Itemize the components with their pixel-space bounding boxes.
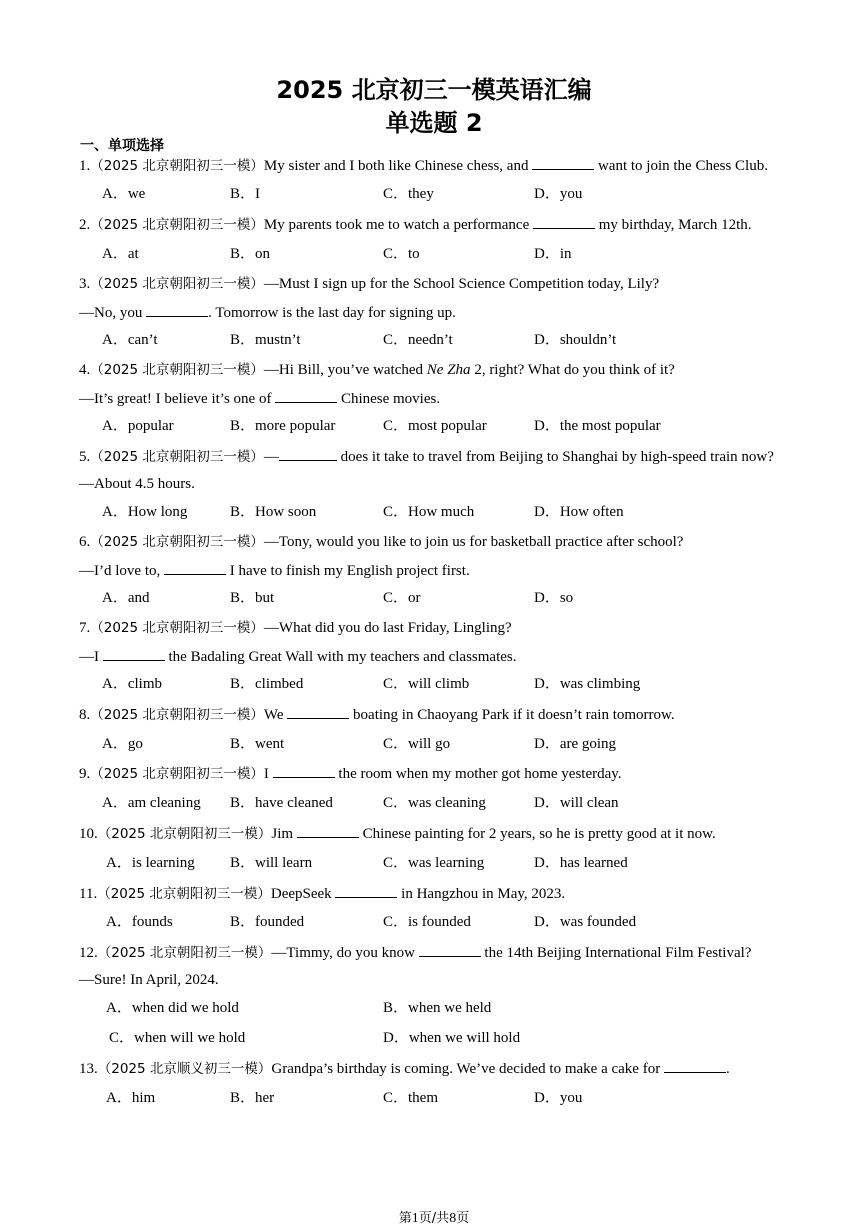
q6-option-d[interactable]: D．so xyxy=(534,590,574,606)
q13-option-d[interactable]: D．you xyxy=(534,1090,583,1106)
q3-option-b[interactable]: B．mustn’t xyxy=(230,332,301,348)
q11-option-c[interactable]: C．is founded xyxy=(383,914,471,930)
q13-option-c[interactable]: C．them xyxy=(383,1090,438,1106)
q7-option-d[interactable]: D．was climbing xyxy=(534,676,641,692)
stem-text: —It’s great! I believe it’s one of xyxy=(79,391,276,407)
question-source: （2025 北京朝阳初三一模） xyxy=(90,620,264,636)
q12-option-a[interactable]: A．when did we hold xyxy=(106,1000,239,1016)
page-total: 8 xyxy=(449,1211,457,1226)
stem-text: my birthday, March 12th. xyxy=(594,217,752,233)
stem-text: DeepSeek xyxy=(270,886,336,902)
question-12-stem xyxy=(79,942,751,963)
stem-text: —Hi Bill, you’ve watched xyxy=(263,362,427,378)
answer-blank xyxy=(279,446,337,461)
question-source: （2025 北京朝阳初三一模） xyxy=(90,217,264,233)
q12-option-c[interactable]: C．when will we hold xyxy=(109,1030,246,1046)
q2-option-c[interactable]: C．to xyxy=(383,246,420,262)
question-6-response xyxy=(79,560,470,581)
q4-option-b[interactable]: B．more popular xyxy=(230,418,336,434)
stem-text: My parents took me to watch a performance xyxy=(263,217,533,233)
q9-option-d[interactable]: D．will clean xyxy=(534,795,619,811)
answer-blank xyxy=(297,823,359,838)
answer-blank xyxy=(287,704,349,719)
question-number: 8. xyxy=(79,707,91,723)
q5-option-d[interactable]: D．How often xyxy=(534,504,624,520)
stem-text: Chinese painting for 2 years, so he is pretty good at it now. xyxy=(358,826,716,842)
q12-option-d[interactable]: D．when we will hold xyxy=(383,1030,521,1046)
q8-option-d[interactable]: D．are going xyxy=(534,736,617,752)
q11-option-d[interactable]: D．was founded xyxy=(534,914,637,930)
question-source: （2025 北京朝阳初三一模） xyxy=(90,362,264,378)
stem-text: . xyxy=(725,1061,730,1077)
q4-option-a[interactable]: A．popular xyxy=(102,418,174,434)
q8-option-a[interactable]: A．go xyxy=(102,736,143,752)
question-number: 6. xyxy=(79,534,91,550)
section-heading: 一、单项选择 xyxy=(80,138,164,154)
answer-blank xyxy=(273,763,335,778)
q2-option-a[interactable]: A．at xyxy=(102,246,139,262)
question-7-response xyxy=(79,646,517,667)
q5-option-a[interactable]: A．How long xyxy=(102,504,188,520)
q10-option-a[interactable]: A．is learning xyxy=(106,855,195,871)
answer-blank xyxy=(275,388,337,403)
answer-blank xyxy=(533,214,595,229)
q6-option-a[interactable]: A．and xyxy=(102,590,150,606)
page-number: 1 xyxy=(411,1211,419,1226)
stem-text: does it take to travel from Beijing to Shanghai by high-speed train now? xyxy=(336,449,774,465)
stem-text: in Hangzhou in May, 2023. xyxy=(397,886,566,902)
q11-option-b[interactable]: B．founded xyxy=(230,914,305,930)
q3-option-a[interactable]: A．can’t xyxy=(102,332,158,348)
stem-text: —Sure! In April, 2024. xyxy=(79,972,219,988)
q3-option-c[interactable]: C．needn’t xyxy=(383,332,453,348)
document-title: 2025 北京初三一模英语汇编 xyxy=(276,76,592,104)
question-number: 13. xyxy=(79,1061,98,1077)
question-number: 1. xyxy=(79,158,91,174)
q12-option-b[interactable]: B．when we held xyxy=(383,1000,492,1016)
q6-option-c[interactable]: C．or xyxy=(383,590,421,606)
stem-text: —Timmy, do you know xyxy=(271,945,419,961)
stem-text: I have to finish my English project first. xyxy=(225,563,470,579)
stem-text: 2, right? What do you think of it? xyxy=(470,362,675,378)
question-number: 12. xyxy=(79,945,98,961)
stem-text: . Tomorrow is the last day for signing up. xyxy=(208,305,456,321)
stem-text: want to join the Chess Club. xyxy=(594,158,768,174)
stem-text: Chinese movies. xyxy=(337,391,441,407)
q9-option-a[interactable]: A．am cleaning xyxy=(102,795,201,811)
question-source: （2025 北京朝阳初三一模） xyxy=(97,886,271,902)
question-number: 4. xyxy=(79,362,91,378)
question-source: （2025 北京朝阳初三一模） xyxy=(90,766,264,782)
page-footer xyxy=(0,1207,868,1227)
q9-option-c[interactable]: C．was cleaning xyxy=(383,795,486,811)
question-source: （2025 北京朝阳初三一模） xyxy=(90,534,264,550)
footer-text: 页 xyxy=(456,1211,470,1226)
document-subtitle: 单选题 2 xyxy=(385,109,483,137)
stem-text: —I’d love to, xyxy=(79,563,164,579)
q13-option-b[interactable]: B．her xyxy=(230,1090,275,1106)
question-source: （2025 北京顺义初三一模） xyxy=(97,1061,272,1077)
question-number: 5. xyxy=(79,449,91,465)
question-number: 2. xyxy=(79,217,91,233)
question-source: （2025 北京朝阳初三一模） xyxy=(90,276,264,292)
answer-blank xyxy=(419,942,481,957)
question-13-stem xyxy=(79,1058,730,1079)
question-11-stem xyxy=(79,883,565,904)
q8-option-b[interactable]: B．went xyxy=(230,736,285,752)
question-12-response xyxy=(79,970,219,990)
stem-text: — xyxy=(263,449,279,465)
movie-title: Ne Zha xyxy=(426,362,471,378)
q3-option-d[interactable]: D．shouldn’t xyxy=(534,332,617,348)
question-source: （2025 北京朝阳初三一模） xyxy=(90,158,264,174)
footer-text: 页/共 xyxy=(418,1211,450,1226)
q5-option-c[interactable]: C．How much xyxy=(383,504,475,520)
q10-option-d[interactable]: D．has learned xyxy=(534,855,628,871)
q5-option-b[interactable]: B．How soon xyxy=(230,504,317,520)
q4-option-d[interactable]: D．the most popular xyxy=(534,418,661,434)
question-number: 10. xyxy=(79,826,98,842)
question-2-stem xyxy=(79,214,751,235)
question-4-stem xyxy=(79,360,675,380)
answer-blank xyxy=(532,155,594,170)
q1-option-d[interactable]: D．you xyxy=(534,186,583,202)
q13-option-a[interactable]: A．him xyxy=(106,1090,156,1106)
answer-blank xyxy=(664,1058,726,1073)
footer-text: 第 xyxy=(398,1211,412,1226)
stem-text: Grandpa’s birthday is coming. We’ve decided to make a cake for xyxy=(271,1061,664,1077)
stem-text: —Must I sign up for the School Science Competition today, Lily? xyxy=(263,276,660,292)
question-5-response xyxy=(79,474,195,494)
stem-text: —Tony, would you like to join us for basketball practice after school? xyxy=(263,534,684,550)
q1-option-a[interactable]: A．we xyxy=(102,186,146,202)
q7-option-a[interactable]: A．climb xyxy=(102,676,162,692)
q10-option-b[interactable]: B．will learn xyxy=(230,855,313,871)
stem-text: the Badaling Great Wall with my teachers and classmates. xyxy=(164,649,517,665)
q2-option-b[interactable]: B．on xyxy=(230,246,271,262)
question-number: 3. xyxy=(79,276,91,292)
question-8-stem xyxy=(79,704,675,725)
q1-option-b[interactable]: B．I xyxy=(230,186,261,202)
stem-text: the 14th Beijing International Film Festival? xyxy=(480,945,752,961)
q1-option-c[interactable]: C．they xyxy=(383,186,434,202)
question-3-stem xyxy=(79,274,659,294)
q9-option-b[interactable]: B．have cleaned xyxy=(230,795,333,811)
stem-text: boating in Chaoyang Park if it doesn’t rain tomorrow. xyxy=(349,707,675,723)
q10-option-c[interactable]: C．was learning xyxy=(383,855,485,871)
question-6-stem xyxy=(79,532,683,552)
answer-blank xyxy=(335,883,397,898)
question-number: 7. xyxy=(79,620,91,636)
question-7-stem xyxy=(79,618,512,638)
question-5-stem xyxy=(79,446,774,467)
question-4-response xyxy=(79,388,440,409)
answer-blank xyxy=(103,646,165,661)
stem-text: My sister and I both like Chinese chess, and xyxy=(263,158,533,174)
question-3-response xyxy=(79,302,456,323)
question-source: （2025 北京朝阳初三一模） xyxy=(97,826,272,842)
stem-text: Jim xyxy=(271,826,297,842)
question-9-stem xyxy=(79,763,622,784)
question-number: 9. xyxy=(79,766,91,782)
q7-option-c[interactable]: C．will climb xyxy=(383,676,470,692)
stem-text: the room when my mother got home yesterday. xyxy=(334,766,622,782)
stem-text: —About 4.5 hours. xyxy=(79,476,195,492)
q11-option-a[interactable]: A．founds xyxy=(106,914,173,930)
q2-option-d[interactable]: D．in xyxy=(534,246,572,262)
stem-text: We xyxy=(263,707,288,723)
question-source: （2025 北京朝阳初三一模） xyxy=(97,945,272,961)
question-1-stem xyxy=(79,155,768,176)
question-10-stem xyxy=(79,823,716,844)
q7-option-b[interactable]: B．climbed xyxy=(230,676,304,692)
answer-blank xyxy=(146,302,208,317)
stem-text: I xyxy=(263,766,273,782)
stem-text: —No, you xyxy=(79,305,147,321)
stem-text: —I xyxy=(79,649,103,665)
question-number: 11. xyxy=(79,886,98,902)
q4-option-c[interactable]: C．most popular xyxy=(383,418,487,434)
question-source: （2025 北京朝阳初三一模） xyxy=(90,449,264,465)
question-source: （2025 北京朝阳初三一模） xyxy=(90,707,264,723)
answer-blank xyxy=(164,560,226,575)
stem-text: —What did you do last Friday, Lingling? xyxy=(263,620,512,636)
q6-option-b[interactable]: B．but xyxy=(230,590,275,606)
q8-option-c[interactable]: C．will go xyxy=(383,736,451,752)
